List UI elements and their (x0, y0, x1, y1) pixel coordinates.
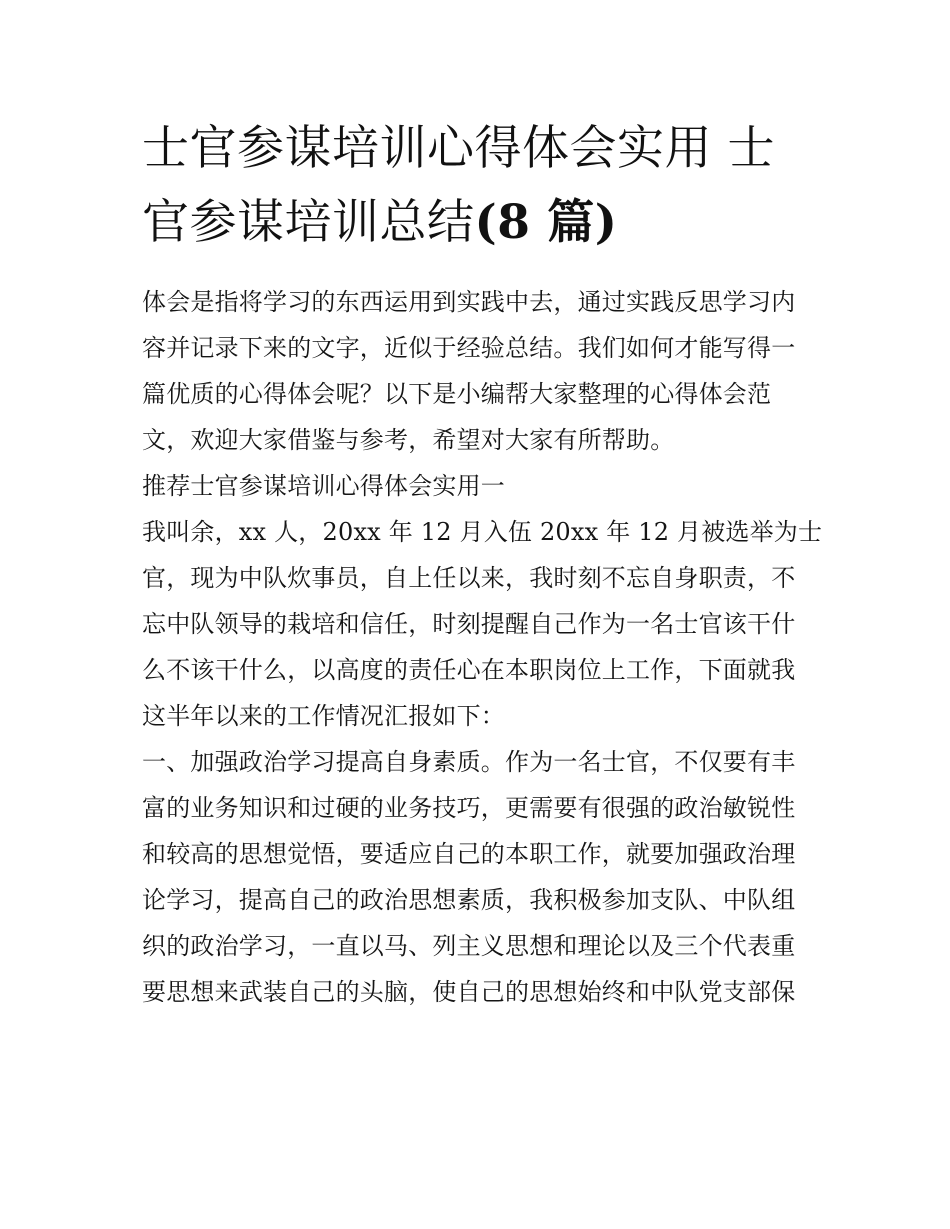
document-body (142, 279, 822, 1015)
text-line: 官，现为中队炊事员，自上任以来，我时刻不忘自身职责，不 (142, 564, 796, 592)
text-line: 织的政治学习，一直以马、列主义思想和理论以及三个代表重 (142, 932, 796, 960)
title-count: (8 篇) (474, 195, 618, 250)
text-line: 我叫余，xx 人，20xx 年 12 月入伍 20xx 年 12 月被选举为士 (142, 518, 823, 546)
paragraph-2 (142, 739, 822, 1015)
title-line-1: 士官参谋培训心得体会实用 士 (142, 121, 775, 176)
text-line: 么不该干什么，以高度的责任心在本职岗位上工作，下面就我 (142, 656, 796, 684)
title-line-2-text: 官参谋培训总结 (142, 195, 475, 250)
text-line: 论学习，提高自己的政治思想素质，我积极参加支队、中队组 (142, 886, 796, 914)
intro-paragraph (142, 279, 822, 463)
text-line: 富的业务知识和过硬的业务技巧，更需要有很强的政治敏锐性 (142, 794, 796, 822)
paragraph-1 (142, 509, 822, 739)
text-line: 篇优质的心得体会呢？以下是小编帮大家整理的心得体会范 (142, 380, 772, 408)
text-line: 和较高的思想觉悟，要适应自己的本职工作，就要加强政治理 (142, 840, 796, 868)
text-line: 这半年以来的工作情况汇报如下： (142, 702, 505, 730)
text-line: 文，欢迎大家借鉴与参考，希望对大家有所帮助。 (142, 426, 675, 454)
text-line: 体会是指将学习的东西运用到实践中去，通过实践反思学习内 (142, 288, 796, 316)
text-line: 忘中队领导的栽培和信任，时刻提醒自己作为一名士官该干什 (142, 610, 796, 638)
text-line: 要思想来武装自己的头脑，使自己的思想始终和中队党支部保 (142, 978, 796, 1006)
text-line: 容并记录下来的文字，近似于经验总结。我们如何才能写得一 (142, 334, 796, 362)
text-line: 一、加强政治学习提高自身素质。作为一名士官，不仅要有丰 (142, 748, 796, 776)
page-title (142, 112, 822, 260)
title-line-2 (142, 186, 822, 260)
section-heading: 推荐士官参谋培训心得体会实用一 (142, 472, 505, 500)
